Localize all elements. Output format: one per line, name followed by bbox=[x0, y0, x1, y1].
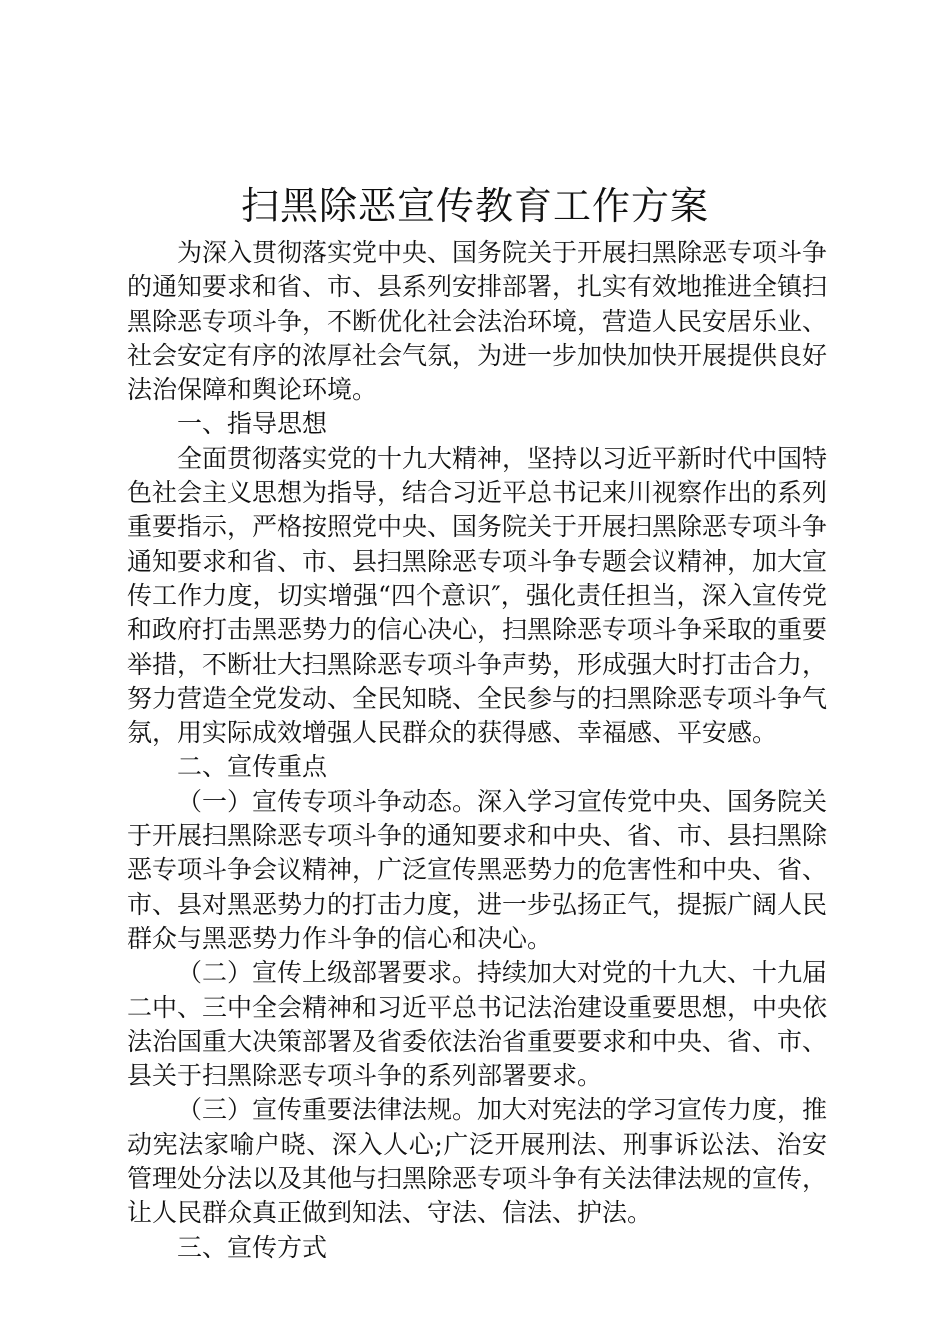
focus-item-2-paragraph: （二）宣传上级部署要求。持续加大对党的十九大、十九届二中、三中全会精神和习近平总书记法治建设重要思想，中央依法治国重大决策部署及省委依法治省重要要求和中央、省、市、县关于扫黑除恶专项斗争的系列部署要求。 bbox=[127, 958, 828, 1091]
document-body bbox=[127, 236, 827, 1265]
guiding-thought-paragraph: 全面贯彻落实党的十九大精神，坚持以习近平新时代中国特色社会主义思想为指导，结合习近平总书记来川视察作出的系列重要指示，严格按照党中央、国务院关于开展扫黑除恶专项斗争通知要求和省、市、县扫黑除恶专项斗争专题会议精神，加大宣传工作力度，切实增强“四个意识″，强化责任担当，深入宣传党和政府打击黑恶势力的信心决心，扫黑除恶专项斗争采取的重要举措，不断壮大扫黑除恶专项斗争声势，形成强大时打击合力，努力营造全党发动、全民知晓、全民参与的扫黑除恶专项斗争气氛，用实际成效增强人民群众的获得感、幸福感、平安感。 bbox=[127, 443, 828, 748]
intro-paragraph: 为深入贯彻落实党中央、国务院关于开展扫黑除恶专项斗争的通知要求和省、市、县系列安排部署，扎实有效地推进全镇扫黑除恶专项斗争，不断优化社会法治环境，营造人民安居乐业、社会安定有序的浓厚社会气氛，为进一步加快加快开展提供良好法治保障和舆论环境。 bbox=[127, 238, 828, 405]
section-heading-publicity-focus: 二、宣传重点 bbox=[177, 752, 328, 782]
focus-item-3-paragraph: （三）宣传重要法律法规。加大对宪法的学习宣传力度，推动宪法家喻户晓、深入人心;广泛开展刑法、刑事诉讼法、治安管理处分法以及其他与扫黑除恶专项斗争有关法律法规的宣传，让人民群众真正做到知法、守法、信法、护法。 bbox=[127, 1095, 828, 1228]
section-heading-guiding-thought: 一、指导思想 bbox=[177, 409, 328, 439]
focus-item-1-paragraph: （一）宣传专项斗争动态。深入学习宣传党中央、国务院关于开展扫黑除恶专项斗争的通知要求和中央、省、市、县扫黑除恶专项斗争会议精神，广泛宣传黑恶势力的危害性和中央、省、市、县对黑恶势力的打击力度，进一步弘扬正气，提振广阔人民群众与黑恶势力作斗争的信心和决心。 bbox=[127, 786, 828, 953]
document-title: 扫黑除恶宣传教育工作方案 bbox=[240, 184, 709, 228]
section-heading-publicity-methods: 三、宣传方式 bbox=[177, 1232, 328, 1262]
